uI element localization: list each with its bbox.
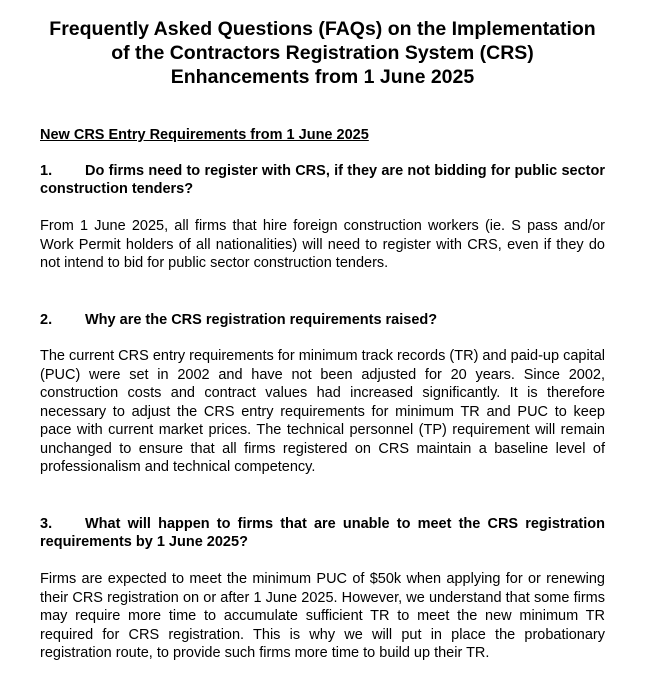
document-title — [40, 17, 605, 89]
faq-number-3: 3. — [40, 516, 53, 532]
section-heading: New CRS Entry Requirements from 1 June 2025 — [40, 127, 369, 143]
faq-number-2: 2. — [40, 312, 53, 328]
faq-question-2 — [40, 311, 605, 329]
faq-answer-3: Firms are expected to meet the minimum PUC of $50k when applying for or renewing their CRS registration on or after 1 June 2025. However, we understand that some firms may require more time to accumulate sufficient TR to meet the new minimum TR required for CRS registration. This is why we will put in place the probationary registration route, to provide such firms more time to build up their TR. — [40, 571, 605, 661]
faq-number-1: 1. — [40, 163, 53, 179]
faq-question-1 — [40, 162, 605, 198]
faq-question-text-2: Why are the CRS registration requirements raised? — [85, 312, 438, 328]
title-line-2: of the Contractors Registration System (CRS) — [111, 42, 534, 64]
faq-question-text-3: What will happen to firms that are unable to meet the CRS registration requirements by 1 June 2025? — [40, 516, 605, 550]
title-line-3: Enhancements from 1 June 2025 — [170, 66, 475, 88]
faq-answer-1: From 1 June 2025, all firms that hire foreign construction workers (ie. S pass and/or Work Permit holders of all nationalities) will need to register with CRS, even if they do not intend to bid for public sector construction tenders. — [40, 218, 605, 271]
faq-question-text-1: Do firms need to register with CRS, if they are not bidding for public sector construction tenders? — [40, 163, 605, 197]
faq-question-3 — [40, 515, 605, 551]
title-line-1: Frequently Asked Questions (FAQs) on the Implementation — [49, 18, 596, 40]
faq-answer-2: The current CRS entry requirements for minimum track records (TR) and paid-up capital (PUC) were set in 2002 and have not been adjusted for 20 years. Since 2002, construction costs and contract values had increased significantly. It is therefore necessary to adjust the CRS entry requirements for minimum TR and PUC to keep pace with current market prices. The technical personnel (TP) requirement will remain unchanged to ensure that all firms registered on CRS maintain a baseline level of professionalism and technical competency. — [40, 348, 605, 475]
